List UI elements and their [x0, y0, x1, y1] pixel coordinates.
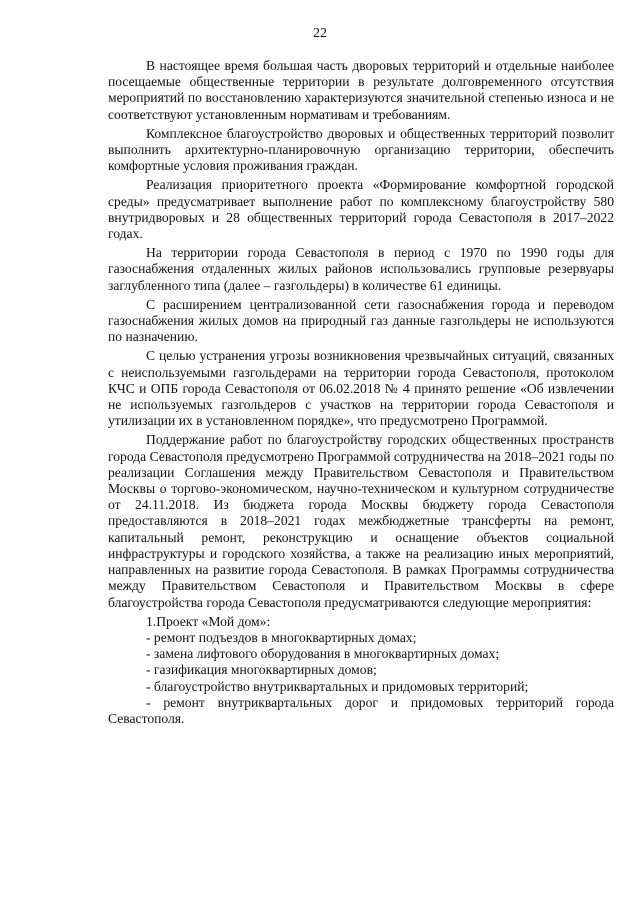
page-number: 22: [313, 26, 327, 41]
list-item: - благоустройство внутриквартальных и придомовых территорий;: [146, 678, 529, 694]
list-item: - ремонт внутриквартальных дорог и придомовых территорий города Севастополя.: [108, 694, 614, 726]
page-body: [108, 58, 614, 727]
project-measures-list: [108, 630, 614, 727]
paragraph-gas-tanks-history: На территории города Севастополя в период с 1970 по 1990 годы для газоснабжения отдаленных жилых районов использовались групповые резервуары заглубленного типа (далее – газгольдеры) в количестве 61 единицы.: [108, 245, 614, 293]
list-item: - ремонт подъездов в многоквартирных домах;: [146, 629, 417, 645]
paragraph-territory-condition: В настоящее время большая часть дворовых территорий и отдельные наиболее посещаемые общественные территории в результате долговременного отсутствия мероприятий по восстановлению характеризуются значительной степенью износа и не соответствуют установленным нормативам и требованиям.: [108, 58, 614, 122]
paragraph-complex-improvement: Комплексное благоустройство дворовых и общественных территорий позволит выполнить архитектурно-планировочную организацию территории, обеспечить комфортные условия проживания граждан.: [108, 125, 614, 174]
paragraph-cooperation-program: Поддержание работ по благоустройству городских общественных пространств города Севастополя предусмотрено Программой сотрудничества на 2018–2021 годы по реализации Соглашения между Правительством Севастополя и Правительством Москвы о торгово-экономическом, научно-техническом и культурном сотрудничестве от 24.11.2018. Из бюджета города Москвы бюджету города Севастополя предоставляются в 2018–2021 годах межбюджетные трансферты на ремонт, капитальный ремонт, реконструкцию и оснащение объектов социальной инфраструктуры и городского хозяйства, а также на реализацию иных мероприятий, направленных на развитие города Севастополя. В рамках Программы сотрудничества между Правительством Севастополя и Правительством Москвы в сфере благоустройства города Севастополя предусматриваются следующие мероприятия:: [108, 432, 614, 610]
paragraph-priority-project: Реализация приоритетного проекта «Формирование комфортной городской среды» предусматривает выполнение работ по комплексному благоустройству 580 внутридворовых и 28 общественных территорий города Севастополя в 2017–2022 годах.: [108, 177, 614, 242]
paragraph-emergency-prevention: С целью устранения угрозы возникновения чрезвычайных ситуаций, связанных с неиспользуемыми газгольдерами на территории города Севастополя, протоколом КЧС и ОПБ города Севастополя от 06.02.2018 № 4 принято решение «Об извлечении не используемых газгольдеров с участков на территории города Севастополя и утилизации их в установленном порядке», что предусмотрено Программой.: [108, 348, 614, 429]
list-item: - газификация многоквартирных домов;: [146, 662, 377, 678]
list-item: - замена лифтового оборудования в многоквартирных домах;: [146, 646, 500, 662]
paragraph-gas-network-expansion: С расширением централизованной сети газоснабжения города и переводом газоснабжения жилых домов на природный газ данные газгольдеры не используются по назначению.: [108, 296, 614, 345]
project-heading: 1.Проект «Мой дом»:: [146, 613, 271, 629]
